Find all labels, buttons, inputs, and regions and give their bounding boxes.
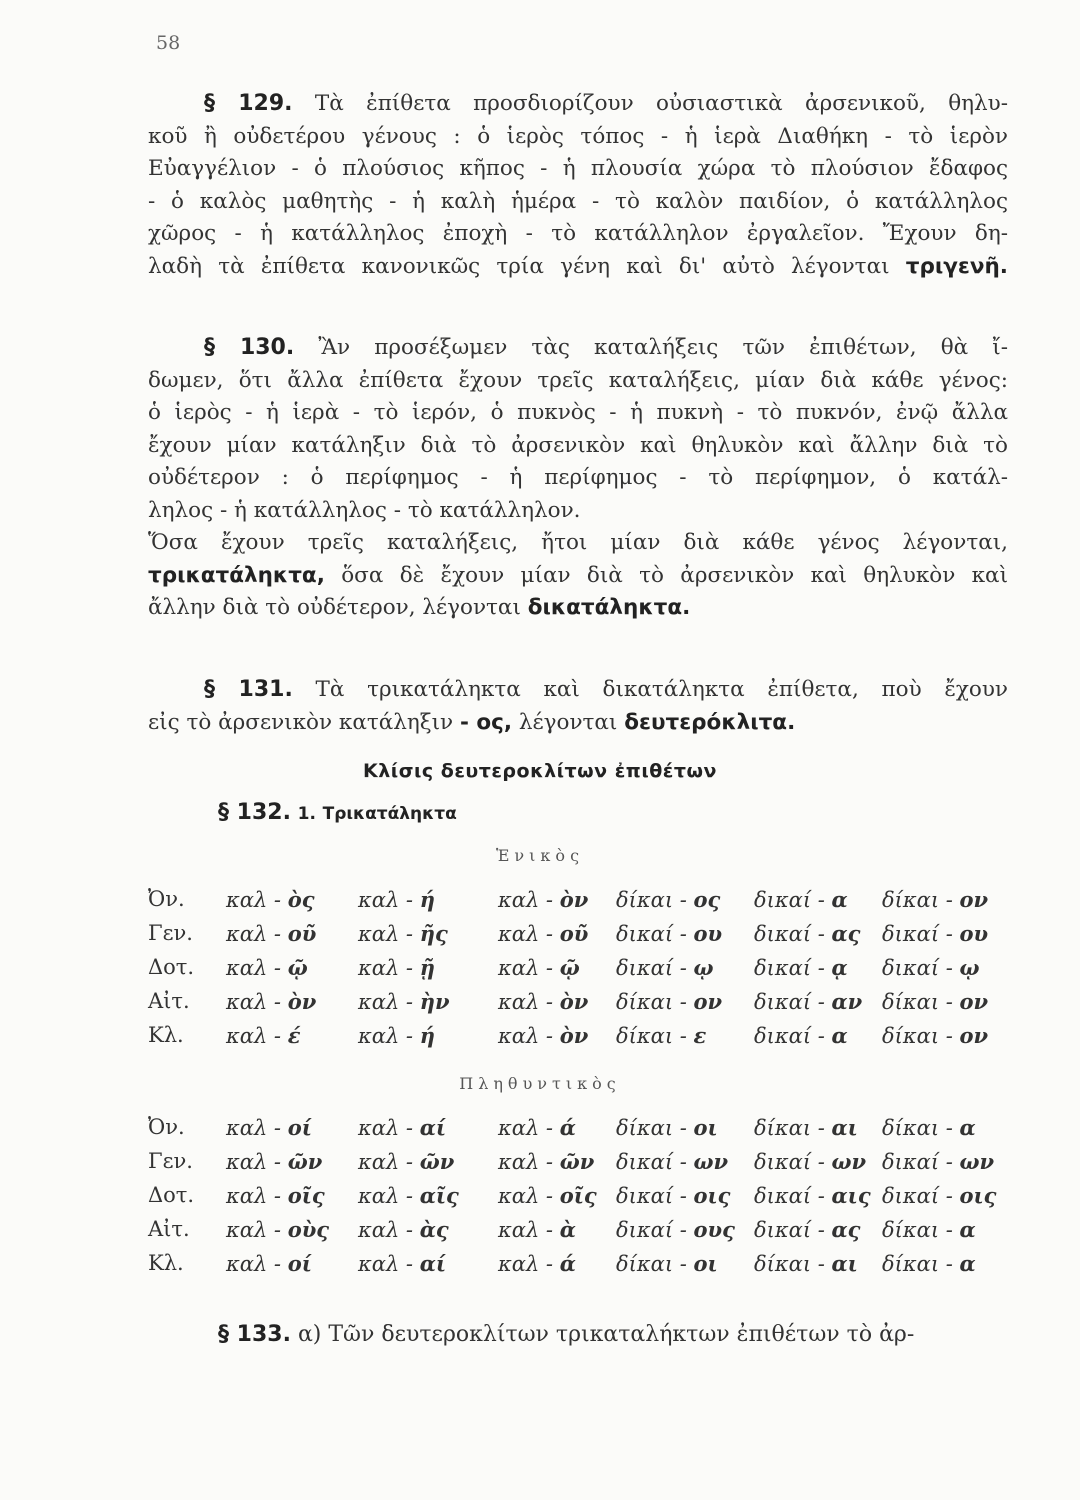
stem: καλ - [358,1149,420,1174]
ending: αι [831,1250,858,1276]
ending: ον [959,1022,989,1048]
form-cell [358,1178,498,1212]
ending: ῶν [559,1148,595,1174]
case-label: Δοτ. [148,955,195,979]
ending: ων [959,1148,995,1174]
text-line: ἔχουν μίαν κατάληξιν διὰ τὸ ἀρσενικὸν καὶ θηλυκὸν καὶ ἄλλην διὰ τὸ [148,432,1008,458]
stem: δίκαι - [882,1251,960,1276]
plural-label: Πληθυντικὸς [459,1074,621,1093]
stem: δίκαι - [616,887,694,912]
ending: ὸν [559,886,589,912]
text-line: λέγονται [518,709,618,735]
stem: καλ - [358,921,420,946]
ending: α [959,1250,976,1276]
table-row [148,882,1002,916]
form-cell [616,1110,754,1144]
ending: οῦ [287,920,317,946]
form-cell [358,916,498,950]
bold-term: τριγενῆ. [905,253,1008,279]
text-line: εἰς τὸ ἀρσενικὸν κατάληξιν [148,709,454,735]
singular-label: Ἑνικὸς [495,846,585,865]
ending: ή [419,1022,435,1048]
stem: δικαί - [616,1217,694,1242]
ending: ας [831,920,861,946]
text-line: Ὅσα ἔχουν τρεῖς καταλήξεις, ἤτοι μίαν διὰ κάθε γένος λέγονται, [148,530,1008,555]
form-cell [498,1212,616,1246]
stem: καλ - [498,1251,560,1276]
stem: καλ - [358,955,420,980]
case-label: Δοτ. [148,1183,195,1207]
section-heading: Κλίσις δευτεροκλίτων ἐπιθέτων [363,760,717,782]
form-cell [754,950,882,984]
ending: αν [831,988,863,1014]
table-row [148,1018,1002,1052]
form-cell [616,1246,754,1280]
form-cell [882,1246,1002,1280]
form-cell [226,882,358,916]
form-cell [358,1246,498,1280]
ending: ῶν [419,1148,455,1174]
ending: ας [831,1216,861,1242]
ending: ων [693,1148,729,1174]
ending: ὸν [559,1022,589,1048]
stem: δικαί - [754,955,832,980]
stem: καλ - [498,955,560,980]
text-line: ἄλλην διὰ τὸ οὐδέτερον, λέγονται [148,595,521,620]
stem: δικαί - [754,989,832,1014]
form-cell [754,984,882,1018]
form-cell [226,1110,358,1144]
ending: ῳ [693,954,714,980]
ending: αί [419,1114,447,1140]
ending: α [831,1022,848,1048]
stem: καλ - [226,1149,288,1174]
ending: α [959,1216,976,1242]
stem: καλ - [498,1217,560,1242]
ending: ε [693,1022,707,1048]
stem: δικαί - [616,955,694,980]
stem: δικαί - [754,887,832,912]
ending: οι [693,1114,718,1140]
form-cell [358,1018,498,1052]
text-line: οὐδέτερον : ὁ περίφημος - ἡ περίφημος - τὸ περίφημον, ὁ κατάλ- [148,465,1008,490]
form-cell [882,984,1002,1018]
stem: καλ - [358,989,420,1014]
form-cell [754,1144,882,1178]
stem: καλ - [358,887,420,912]
form-cell [498,984,616,1018]
ending: οῖς [559,1182,597,1208]
text-line: Τὰ ἐπίθετα προσδιορίζουν οὐσιαστικὰ ἀρσενικοῦ, θηλυ- [314,91,1008,116]
form-cell [498,950,616,984]
ending: αί [419,1250,447,1276]
form-cell [498,1018,616,1052]
text-line: δωμεν, ὅτι ἄλλα ἐπίθετα ἔχουν τρεῖς καταλήξεις, μίαν διὰ κάθε γένος: [148,367,1008,393]
stem: καλ - [226,1183,288,1208]
section-number: § 130. [204,335,295,360]
bold-term: δευτερόκλιτα. [624,709,796,735]
stem: δίκαι - [616,989,694,1014]
text-line: ληλος - ἡ κατάλληλος - τὸ κατάλληλον. [148,497,581,523]
stem: δικαί - [754,1217,832,1242]
stem: δίκαι - [616,1251,694,1276]
ending: οις [693,1182,731,1208]
form-cell [358,882,498,916]
stem: δικαί - [754,1149,832,1174]
table-row [148,1178,1002,1212]
form-cell [754,916,882,950]
ending: ᾳ [831,954,848,980]
form-cell [882,1018,1002,1052]
form-cell [616,1178,754,1212]
ending: αι [831,1114,858,1140]
ending: έ [287,1022,301,1048]
form-cell [882,1212,1002,1246]
text-line: Τὰ τρικατάληκτα καὶ δικατάληκτα ἐπίθετα, ποὺ ἔχουν [315,677,1008,702]
ending: οὺς [287,1216,330,1242]
paragraph-131 [148,674,1008,739]
ending: ον [959,988,989,1014]
paragraph-133 [218,1322,914,1347]
form-cell [616,950,754,984]
subheading-132 [218,800,457,825]
form-cell [226,916,358,950]
stem: δικαί - [616,1149,694,1174]
form-cell [358,984,498,1018]
ending: ῇ [419,954,435,980]
table-row [148,916,1002,950]
ending: ά [559,1114,576,1140]
text-line: κοῦ ἢ οὐδετέρου γένους : ὁ ἱερὸς τόπος - ἡ ἱερὰ Διαθήκη - τὸ ἱερὸν [148,123,1008,149]
page-number: 58 [156,32,181,54]
form-cell [754,1212,882,1246]
text-line: ὅσα δὲ ἔχουν μίαν διὰ τὸ ἀρσενικὸν καὶ θηλυκὸν καὶ [341,562,1009,588]
form-cell [358,950,498,984]
bold-term: δικατάληκτα. [527,595,691,620]
text-line: Εὐαγγέλιον - ὁ πλούσιος κῆπος - ἡ πλουσία χώρα τὸ πλούσιον ἔδαφος [148,156,1008,181]
singular-declension-table [148,882,1002,1052]
stem: καλ - [226,921,288,946]
stem: καλ - [498,1149,560,1174]
ending: οῖς [287,1182,325,1208]
stem: δίκαι - [882,1217,960,1242]
ending: ὸν [287,988,317,1014]
ending: αις [831,1182,871,1208]
case-label: Αἰτ. [148,989,190,1013]
table-row [148,1246,1002,1280]
ending: οι [693,1250,718,1276]
table-row [148,1110,1002,1144]
ending: ον [693,988,723,1014]
form-cell [498,1144,616,1178]
form-cell [226,984,358,1018]
form-cell [358,1212,498,1246]
stem: δικαί - [616,921,694,946]
section-number: § 131. [204,677,293,702]
ending: ὴν [419,988,450,1014]
form-cell [226,1246,358,1280]
ending: α [959,1114,976,1140]
table-row [148,1144,1002,1178]
form-cell [616,1212,754,1246]
ending: οί [287,1114,312,1140]
form-cell [882,1178,1002,1212]
ending: ος [693,886,721,912]
table-row [148,950,1002,984]
stem: δίκαι - [882,989,960,1014]
form-cell [616,916,754,950]
ending: ὰ [559,1216,576,1242]
plural-declension-table [148,1110,1002,1280]
ending: ά [559,1250,576,1276]
sub-number: 1. [297,804,316,824]
form-cell [882,1144,1002,1178]
stem: καλ - [498,887,560,912]
stem: δικαί - [754,921,832,946]
ending: ὰς [419,1216,449,1242]
ending: ὸς [287,886,315,912]
stem: καλ - [226,1115,288,1140]
section-number: § 132. [218,800,291,825]
stem: δικαί - [754,1023,832,1048]
case-label: Γεν. [148,921,193,945]
case-label: Κλ. [148,1251,184,1275]
bold-term: - ος, [459,709,513,735]
ending: ου [959,920,989,946]
stem: καλ - [498,921,560,946]
stem: καλ - [226,955,288,980]
ending: ου [693,920,723,946]
stem: καλ - [226,1217,288,1242]
ending: ὸν [559,988,589,1014]
ending: οις [959,1182,997,1208]
stem: δικαί - [616,1183,694,1208]
bold-term: τρικατάληκτα, [148,562,325,588]
stem: καλ - [498,1115,560,1140]
form-cell [226,950,358,984]
form-cell [498,1178,616,1212]
form-cell [498,1110,616,1144]
stem: καλ - [226,1251,288,1276]
section-number: § 133. [218,1322,291,1347]
stem: καλ - [498,1023,560,1048]
stem: καλ - [358,1023,420,1048]
ending: ων [831,1148,867,1174]
form-cell [754,1178,882,1212]
form-cell [358,1144,498,1178]
text-line: ὁ ἱερὸς - ἡ ἱερὰ - τὸ ἱερόν, ὁ πυκνὸς - ἡ πυκνὴ - τὸ πυκνόν, ἐνῷ ἄλλα [148,400,1008,425]
ending: ή [419,886,435,912]
paragraph-129 [148,88,1008,283]
stem: δίκαι - [754,1251,832,1276]
ending: οῦ [559,920,589,946]
text-line: χῶρος - ἡ κατάλληλος ἐποχὴ - τὸ κατάλληλον ἐργαλεῖον. Ἔχουν δη- [148,221,1008,246]
form-cell [882,950,1002,984]
text-line: - ὁ καλὸς μαθητὴς - ἡ καλὴ ἡμέρα - τὸ καλὸν παιδίον, ὁ κατάλληλος [148,188,1008,214]
case-label: Αἰτ. [148,1217,190,1241]
case-label: Κλ. [148,1023,184,1047]
form-cell [616,1144,754,1178]
case-label: Γεν. [148,1149,193,1173]
table-row [148,984,1002,1018]
form-cell [498,1246,616,1280]
text-line: Ἂν προσέξωμεν τὰς καταλήξεις τῶν ἐπιθέτων, θὰ ἴ- [318,335,1008,360]
stem: καλ - [226,989,288,1014]
ending: οί [287,1250,312,1276]
stem: δίκαι - [616,1115,694,1140]
stem: δικαί - [882,1149,960,1174]
form-cell [882,916,1002,950]
stem: καλ - [226,1023,288,1048]
paragraph-130 [148,332,1008,625]
form-cell [226,1212,358,1246]
form-cell [226,1018,358,1052]
stem: δίκαι - [616,1023,694,1048]
case-label: Ὀν. [148,1115,185,1139]
case-label: Ὀν. [148,887,185,911]
stem: καλ - [226,887,288,912]
sub-label: Τρικατάληκτα [322,804,457,824]
form-cell [754,1110,882,1144]
form-cell [498,916,616,950]
stem: δικαί - [882,921,960,946]
ending: ῷ [287,954,308,980]
stem: καλ - [498,1183,560,1208]
stem: καλ - [358,1251,420,1276]
ending: ῷ [559,954,580,980]
stem: δικαί - [882,1183,960,1208]
ending: ους [693,1216,735,1242]
stem: δικαί - [754,1183,832,1208]
stem: δίκαι - [754,1115,832,1140]
ending: ῳ [959,954,980,980]
ending: ον [959,886,989,912]
form-cell [882,882,1002,916]
form-cell [226,1144,358,1178]
stem: δίκαι - [882,1115,960,1140]
ending: α [831,886,848,912]
form-cell [754,1246,882,1280]
stem: καλ - [358,1115,420,1140]
text-line: λαδὴ τὰ ἐπίθετα κανονικῶς τρία γένη καὶ δι' αὐτὸ λέγονται [148,253,890,279]
ending: αῖς [419,1182,459,1208]
form-cell [754,1018,882,1052]
stem: δικαί - [882,955,960,980]
stem: καλ - [358,1183,420,1208]
stem: καλ - [498,989,560,1014]
form-cell [882,1110,1002,1144]
form-cell [616,984,754,1018]
form-cell [358,1110,498,1144]
stem: καλ - [358,1217,420,1242]
form-cell [616,882,754,916]
form-cell [498,882,616,916]
ending: ῆς [419,920,448,946]
stem: δίκαι - [882,887,960,912]
stem: δίκαι - [882,1023,960,1048]
text-line: α) Τῶν δευτεροκλίτων τρικαταλήκτων ἐπιθέτων τὸ ἀρ- [297,1322,915,1347]
table-row [148,1212,1002,1246]
form-cell [226,1178,358,1212]
form-cell [754,882,882,916]
form-cell [616,1018,754,1052]
section-number: § 129. [204,91,293,116]
ending: ῶν [287,1148,323,1174]
